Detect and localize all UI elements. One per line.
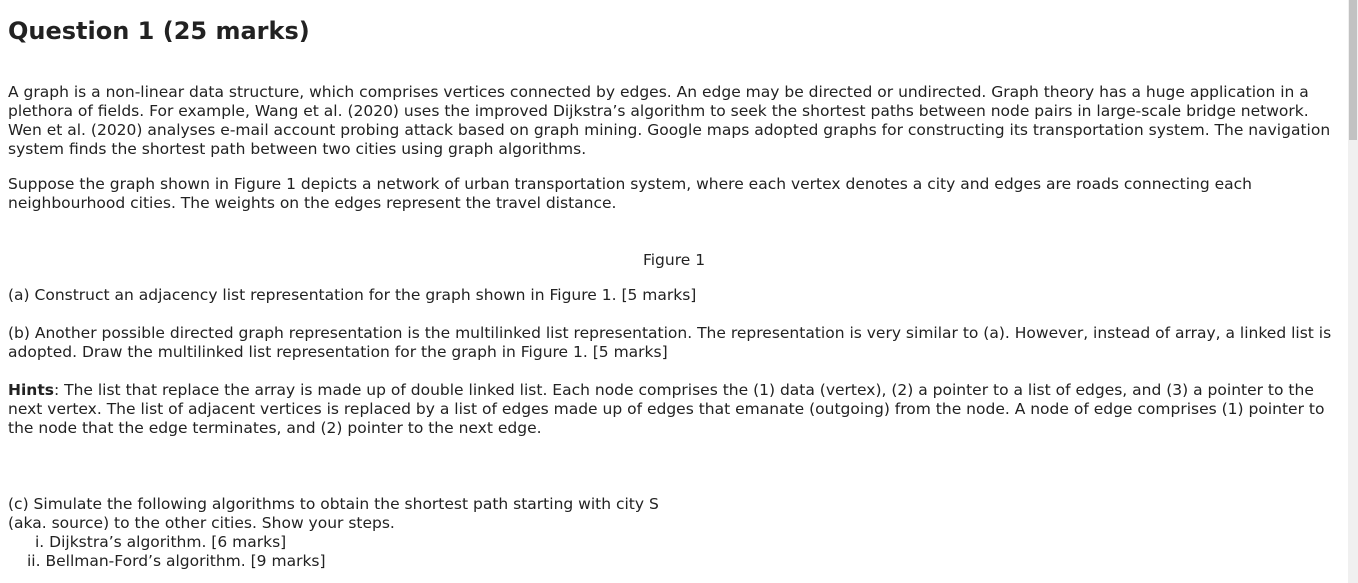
part-a: (a) Construct an adjacency list representation for the graph shown in Figure 1. [5 marks] bbox=[8, 286, 697, 304]
hints-text: : The list that replace the array is made up of double linked list. Each node comprises the (1) data (vertex), (2) a pointer to a list of edges, and (3) a pointer to the next vertex. The list of adjacent vertices is replaced by a list of edges made up of edges that emanate (outgoing) from the node. A node of edge comprises (1) pointer to the node that the edge terminates, and (2) pointer to the next edge. bbox=[8, 381, 1325, 437]
part-c-item-bellman-ford: ii. Bellman-Ford’s algorithm. [9 marks] bbox=[27, 552, 326, 570]
figure-caption: Figure 1 bbox=[642, 251, 706, 269]
part-c-line1: (c) Simulate the following algorithms to obtain the shortest path starting with city S bbox=[8, 495, 659, 513]
scenario-paragraph: Suppose the graph shown in Figure 1 depicts a network of urban transportation system, where each vertex denotes a city and edges are roads connecting each neighbourhood cities. The weights on the edges represent the travel distance. bbox=[8, 175, 1252, 212]
part-c bbox=[8, 495, 708, 571]
part-b: (b) Another possible directed graph representation is the multilinked list representation. The representation is very similar to (a). However, instead of array, a linked list is adopted. Draw the multilinked list representation for the graph in Figure 1. [5 marks] bbox=[8, 324, 1332, 361]
part-c-line2: (aka. source) to the other cities. Show your steps. bbox=[8, 514, 395, 532]
question-title: Question 1 (25 marks) bbox=[8, 17, 310, 45]
part-c-item-dijkstra: i. Dijkstra’s algorithm. [6 marks] bbox=[35, 533, 287, 551]
intro-paragraph: A graph is a non-linear data structure, which comprises vertices connected by edges. An edge may be directed or undirected. Graph theory has a huge application in a plethora of fields. For example, Wang et al. (2020) uses the improved Dijkstra’s algorithm to seek the shortest paths between node pairs in large-scale bridge network. Wen et al. (2020) analyses e-mail account probing attack based on graph mining. Google maps adopted graphs for constructing its transportation system. The navigation system finds the shortest path between two cities using graph algorithms. bbox=[8, 83, 1331, 158]
vertical-scrollbar[interactable] bbox=[1348, 0, 1358, 583]
scrollbar-thumb[interactable] bbox=[1349, 0, 1357, 140]
hints-paragraph bbox=[8, 381, 1344, 438]
hints-label: Hints bbox=[8, 381, 54, 399]
